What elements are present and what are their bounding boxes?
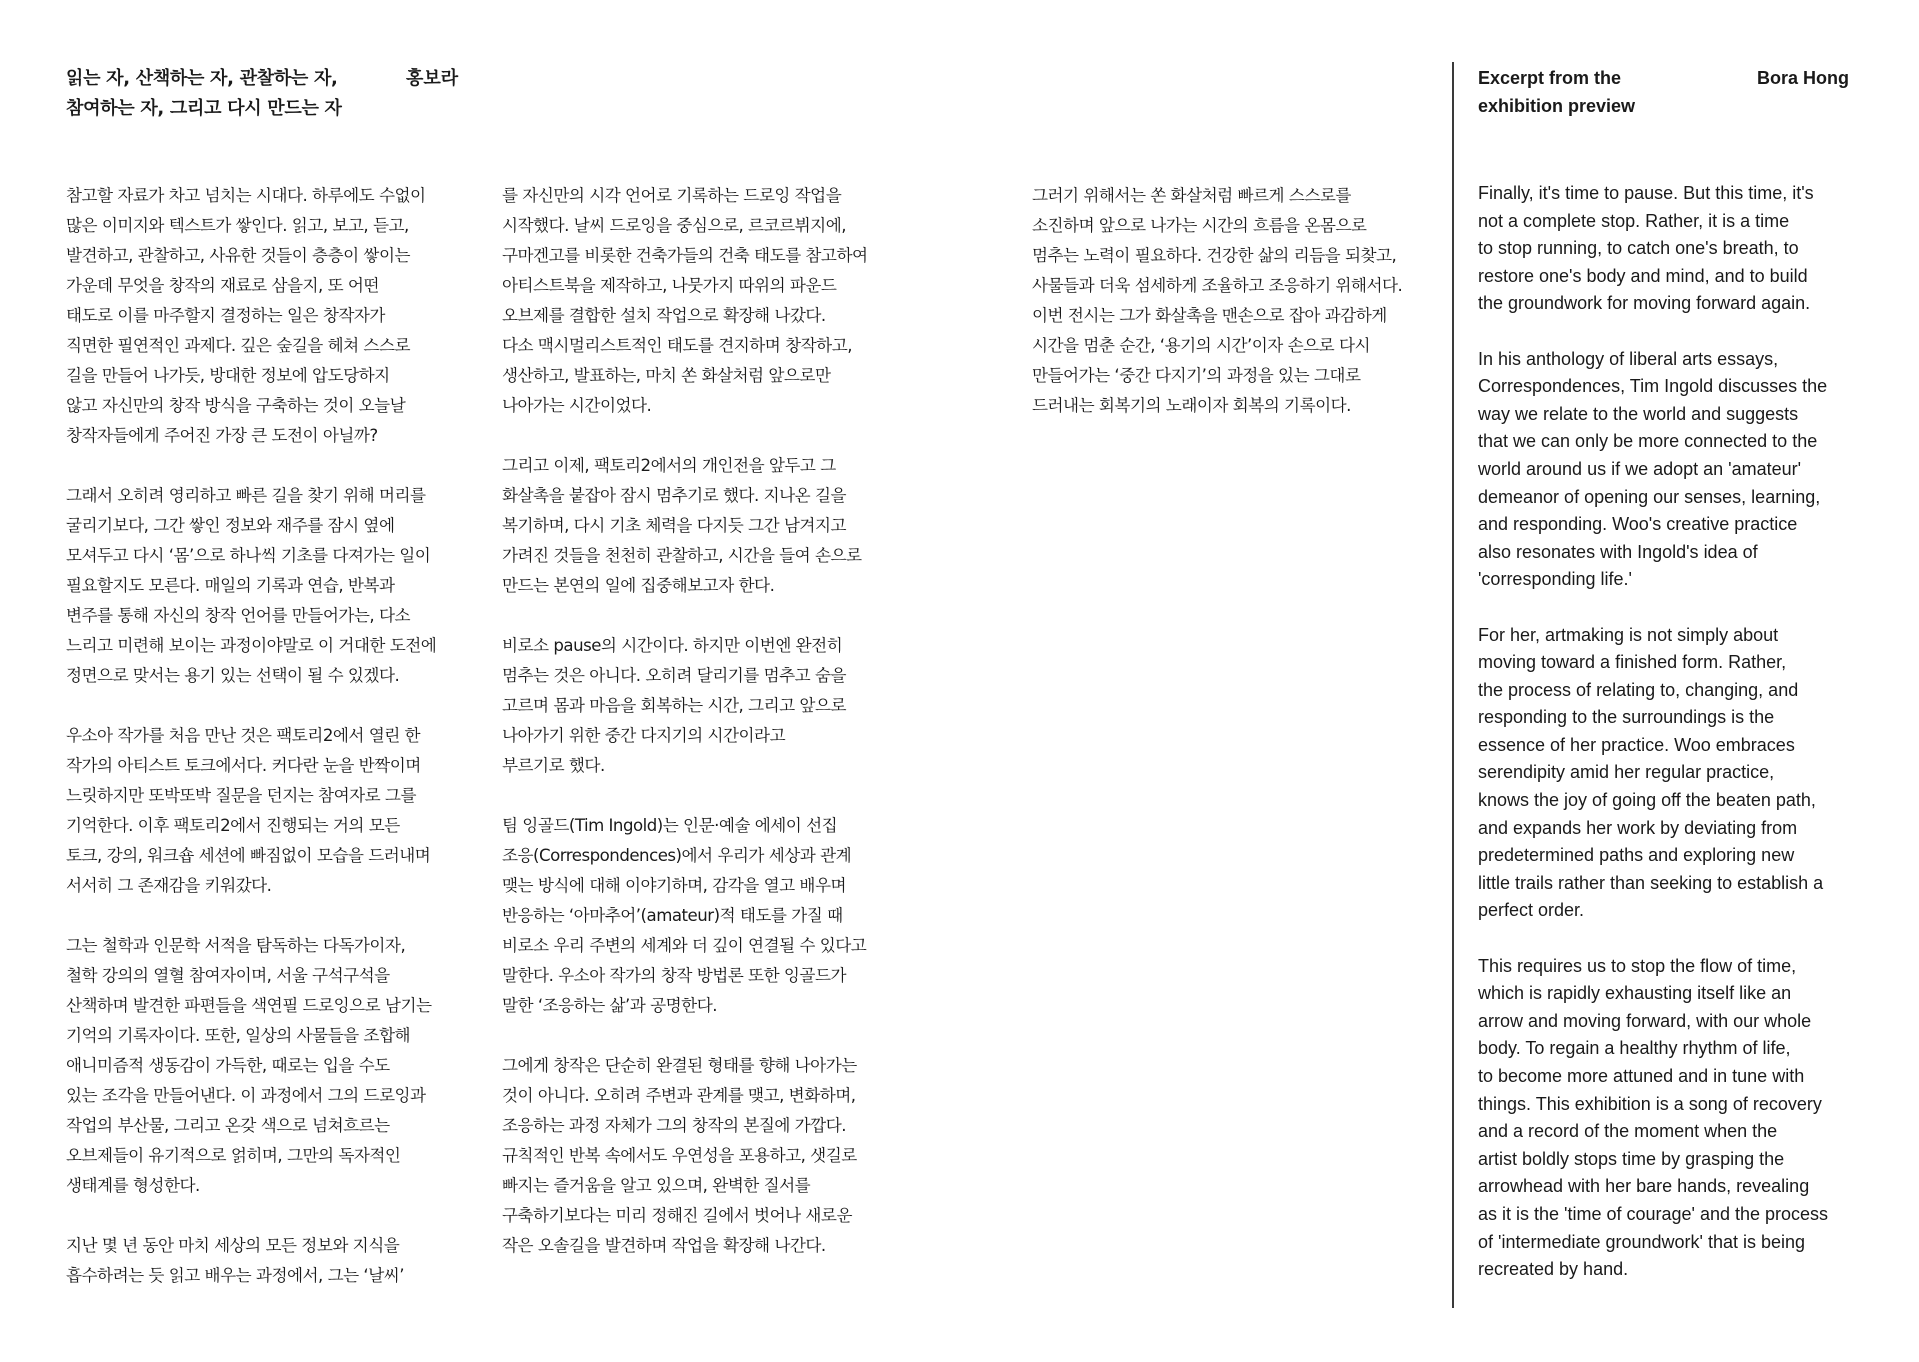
text-line: serendipity amid her regular practice,	[1478, 762, 1775, 783]
text-line: moving toward a finished form. Rather,	[1478, 652, 1787, 673]
text-line: of 'intermediate groundwork' that is being	[1478, 1231, 1806, 1252]
english-title-line: Excerpt from the	[1478, 68, 1622, 88]
text-line: 작가의 아티스트 토크에서다. 커다란 눈을 반짝이며	[66, 756, 421, 775]
text-line: 발견하고, 관찰하고, 사유한 것들이 층층이 쌓이는	[66, 246, 411, 265]
english-column	[1478, 180, 1878, 1284]
paragraph	[502, 181, 942, 421]
text-line: 생산하고, 발표하는, 마치 쏜 화살처럼 앞으로만	[502, 366, 831, 385]
text-line: 그에게 창작은 단순히 완결된 형태를 향해 나아가는	[502, 1056, 857, 1075]
paragraph	[1032, 181, 1472, 421]
text-line: 작은 오솔길을 발견하며 작업을 확장해 나간다.	[502, 1236, 826, 1255]
text-line: 만드는 본연의 일에 집중해보고자 한다.	[502, 576, 775, 595]
text-line: predetermined paths and exploring new	[1478, 845, 1795, 866]
text-line: responding to the surroundings is the	[1478, 707, 1775, 728]
text-line: 조응(Correspondences)에서 우리가 세상과 관계	[502, 846, 852, 865]
text-line: 구축하기보다는 미리 정해진 길에서 벗어나 새로운	[502, 1206, 852, 1225]
text-line: as it is the 'time of courage' and the process	[1478, 1203, 1829, 1224]
paragraph	[1478, 346, 1878, 594]
text-line: 생태계를 형성한다.	[66, 1176, 200, 1195]
text-line: 이번 전시는 그가 화살촉을 맨손으로 잡아 과감하게	[1032, 306, 1387, 325]
text-line: not a complete stop. Rather, it is a time	[1478, 210, 1790, 231]
text-line: 부르기로 했다.	[502, 756, 605, 775]
text-line: 그러기 위해서는 쏜 화살처럼 빠르게 스스로를	[1032, 186, 1351, 205]
text-line: and a record of the moment when the	[1478, 1121, 1778, 1142]
paragraph	[1478, 622, 1878, 926]
text-line: In his anthology of liberal arts essays,	[1478, 348, 1779, 369]
korean-column-3	[1032, 181, 1472, 421]
text-line: 화살촉을 붙잡아 잠시 멈추기로 했다. 지나온 길을	[502, 486, 847, 505]
korean-title-line: 참여하는 자, 그리고 다시 만드는 자	[66, 98, 342, 119]
text-line: Correspondences, Tim Ingold discusses the	[1478, 376, 1828, 397]
text-line: and expands her work by deviating from	[1478, 817, 1798, 838]
text-line: 오브제들이 유기적으로 얽히며, 그만의 독자적인	[66, 1146, 401, 1165]
text-line: 산책하며 발견한 파편들을 색연필 드로잉으로 남기는	[66, 996, 432, 1015]
text-line: 반응하는 ‘아마추어’(amateur)적 태도를 가질 때	[502, 906, 843, 925]
text-line: world around us if we adopt an 'amateur'	[1478, 458, 1802, 479]
text-line: 지난 몇 년 동안 마치 세상의 모든 정보와 지식을	[66, 1236, 400, 1255]
text-line: 많은 이미지와 텍스트가 쌓인다. 읽고, 보고, 듣고,	[66, 216, 409, 235]
text-line: the groundwork for moving forward again.	[1478, 293, 1811, 314]
paragraph	[66, 931, 506, 1201]
text-line: 것이 아니다. 오히려 주변과 관계를 맺고, 변화하며,	[502, 1086, 856, 1105]
paragraph	[66, 481, 506, 691]
text-line: Finally, it's time to pause. But this time, it's	[1478, 183, 1814, 203]
text-line: 고르며 몸과 마음을 회복하는 시간, 그리고 앞으로	[502, 696, 847, 715]
text-line: demeanor of opening our senses, learning,	[1478, 486, 1821, 507]
text-line: 태도로 이를 마주할지 결정하는 일은 창작자가	[66, 306, 385, 325]
text-line: 직면한 필연적인 과제다. 깊은 숲길을 헤쳐 스스로	[66, 336, 411, 355]
text-line: 굴리기보다, 그간 쌓인 정보와 재주를 잠시 옆에	[66, 516, 395, 535]
text-line: that we can only be more connected to the	[1478, 431, 1818, 452]
text-line: 시작했다. 날씨 드로잉을 중심으로, 르코르뷔지에,	[502, 216, 847, 235]
english-title	[1478, 64, 1678, 120]
text-line: way we relate to the world and suggests	[1478, 403, 1799, 424]
paragraph	[66, 721, 506, 901]
text-line: and responding. Woo's creative practice	[1478, 514, 1798, 535]
text-line: 나아가기 위한 중간 다지기의 시간이라고	[502, 726, 786, 745]
text-line: 멈추는 노력이 필요하다. 건강한 삶의 리듬을 되찾고,	[1032, 246, 1397, 265]
paragraph	[502, 811, 942, 1021]
text-line: 말한 ‘조응하는 삶’과 공명한다.	[502, 996, 718, 1015]
text-line: 팀 잉골드(Tim Ingold)는 인문·예술 에세이 선집	[502, 816, 838, 835]
text-line: 변주를 통해 자신의 창작 언어를 만들어가는, 다소	[66, 606, 411, 625]
text-line: 맺는 방식에 대해 이야기하며, 감각을 열고 배우며	[502, 876, 847, 895]
paragraph	[66, 1231, 506, 1291]
text-line: 작업의 부산물, 그리고 온갖 색으로 넘쳐흐르는	[66, 1116, 390, 1135]
english-author: Bora Hong	[1757, 68, 1849, 88]
text-line: 만들어가는 ‘중간 다지기’의 과정을 있는 그대로	[1032, 366, 1361, 385]
paragraph	[502, 1051, 942, 1261]
text-line: 다소 맥시멀리스트적인 태도를 견지하며 창작하고,	[502, 336, 852, 355]
text-line: 시간을 멈춘 순간, ‘용기의 시간’이자 손으로 다시	[1032, 336, 1371, 355]
text-line: which is rapidly exhausting itself like an	[1478, 983, 1792, 1004]
text-line: restore one's body and mind, and to build	[1478, 265, 1808, 286]
english-title-line: exhibition preview	[1478, 96, 1636, 116]
text-line: 흡수하려는 듯 읽고 배우는 과정에서, 그는 ‘날씨’	[66, 1266, 405, 1285]
text-line: things. This exhibition is a song of recovery	[1478, 1093, 1822, 1114]
text-line: 참고할 자료가 차고 넘치는 시대다. 하루에도 수없이	[66, 186, 426, 205]
text-line: 애니미즘적 생동감이 가득한, 때로는 입을 수도	[66, 1056, 390, 1075]
text-line: 비로소 pause의 시간이다. 하지만 이번엔 완전히	[502, 636, 843, 655]
text-line: arrowhead with her bare hands, revealing	[1478, 1176, 1810, 1197]
text-line: 철학 강의의 열혈 참여자이며, 서울 구석구석을	[66, 966, 390, 985]
text-line: 기억한다. 이후 팩토리2에서 진행되는 거의 모든	[66, 816, 400, 835]
text-line: to become more attuned and in tune with	[1478, 1066, 1805, 1086]
text-line: 구마겐고를 비롯한 건축가들의 건축 태도를 참고하여	[502, 246, 868, 265]
text-line: 우소아 작가를 처음 만난 것은 팩토리2에서 열린 한	[66, 726, 421, 745]
text-line: 비로소 우리 주변의 세계와 더 깊이 연결될 수 있다고	[502, 936, 867, 955]
paragraph	[66, 181, 506, 451]
text-line: arrow and moving forward, with our whole	[1478, 1010, 1812, 1031]
text-line: 정면으로 맞서는 용기 있는 선택이 될 수 있겠다.	[66, 666, 400, 685]
text-line: 그는 철학과 인문학 서적을 탐독하는 다독가이자,	[66, 936, 406, 955]
text-line: 그리고 이제, 팩토리2에서의 개인전을 앞두고 그	[502, 456, 836, 475]
text-line: 느리고 미련해 보이는 과정이야말로 이 거대한 도전에	[66, 636, 437, 655]
text-line: 규칙적인 반복 속에서도 우연성을 포용하고, 샛길로	[502, 1146, 857, 1165]
text-line: 않고 자신만의 창작 방식을 구축하는 것이 오늘날	[66, 396, 406, 415]
paragraph	[502, 631, 942, 781]
korean-author: 홍보라	[406, 68, 459, 89]
text-line: little trails rather than seeking to establish a	[1478, 872, 1824, 893]
korean-column-1	[66, 181, 506, 1291]
text-line: 필요할지도 모른다. 매일의 기록과 연습, 반복과	[66, 576, 395, 595]
korean-title-line: 읽는 자, 산책하는 자, 관찰하는 자,	[66, 68, 338, 89]
korean-title	[66, 64, 386, 124]
text-line: recreated by hand.	[1478, 1259, 1629, 1280]
text-line: 느릿하지만 또박또박 질문을 던지는 참여자로 그를	[66, 786, 416, 805]
text-line: 오브제를 결합한 설치 작업으로 확장해 나갔다.	[502, 306, 826, 325]
text-line: 있는 조각을 만들어낸다. 이 과정에서 그의 드로잉과	[66, 1086, 426, 1105]
text-line: the process of relating to, changing, and	[1478, 679, 1799, 700]
text-line: 'corresponding life.'	[1478, 569, 1632, 590]
text-line: 빠지는 즐거움을 알고 있으며, 완벽한 질서를	[502, 1176, 811, 1195]
paragraph	[502, 451, 942, 601]
text-line: also resonates with Ingold's idea of	[1478, 541, 1758, 562]
text-line: 기억의 기록자이다. 또한, 일상의 사물들을 조합해	[66, 1026, 411, 1045]
text-line: 사물들과 더욱 섬세하게 조율하고 조응하기 위해서다.	[1032, 276, 1403, 295]
text-line: 가운데 무엇을 창작의 재료로 삼을지, 또 어떤	[66, 276, 379, 295]
text-line: 그래서 오히려 영리하고 빠른 길을 찾기 위해 머리를	[66, 486, 426, 505]
text-line: to stop running, to catch one's breath, to	[1478, 238, 1799, 259]
text-line: 길을 만들어 나가듯, 방대한 정보에 압도당하지	[66, 366, 390, 385]
text-line: 모셔두고 다시 ‘몸’으로 하나씩 기초를 다져가는 일이	[66, 546, 431, 565]
text-line: For her, artmaking is not simply about	[1478, 624, 1779, 645]
text-line: artist boldly stops time by grasping the	[1478, 1148, 1785, 1169]
text-line: 조응하는 과정 자체가 그의 창작의 본질에 가깝다.	[502, 1116, 847, 1135]
text-line: 아티스트북을 제작하고, 나뭇가지 따위의 파운드	[502, 276, 837, 295]
text-line: body. To regain a healthy rhythm of life,	[1478, 1038, 1791, 1059]
text-line: 말한다. 우소아 작가의 창작 방법론 또한 잉골드가	[502, 966, 847, 985]
text-line: 가려진 것들을 천천히 관찰하고, 시간을 들여 손으로	[502, 546, 862, 565]
text-line: 창작자들에게 주어진 가장 큰 도전이 아닐까?	[66, 426, 378, 445]
text-line: essence of her practice. Woo embraces	[1478, 734, 1795, 755]
column-divider	[1452, 62, 1454, 1308]
text-line: perfect order.	[1478, 900, 1585, 921]
text-line: 소진하며 앞으로 나가는 시간의 흐름을 온몸으로	[1032, 216, 1367, 235]
text-line: knows the joy of going off the beaten path,	[1478, 790, 1816, 811]
korean-column-2	[502, 181, 942, 1261]
text-line: 를 자신만의 시각 언어로 기록하는 드로잉 작업을	[502, 186, 842, 205]
paragraph	[1478, 953, 1878, 1284]
paragraph	[1478, 180, 1878, 318]
text-line: 나아가는 시간이었다.	[502, 396, 652, 415]
text-line: 서서히 그 존재감을 키워갔다.	[66, 876, 272, 895]
text-line: 드러내는 회복기의 노래이자 회복의 기록이다.	[1032, 396, 1351, 415]
text-line: This requires us to stop the flow of time,	[1478, 955, 1797, 976]
text-line: 멈추는 것은 아니다. 오히려 달리기를 멈추고 숨을	[502, 666, 847, 685]
text-line: 토크, 강의, 워크숍 세션에 빠짐없이 모습을 드러내며	[66, 846, 431, 865]
text-line: 복기하며, 다시 기초 체력을 다지듯 그간 남겨지고	[502, 516, 847, 535]
